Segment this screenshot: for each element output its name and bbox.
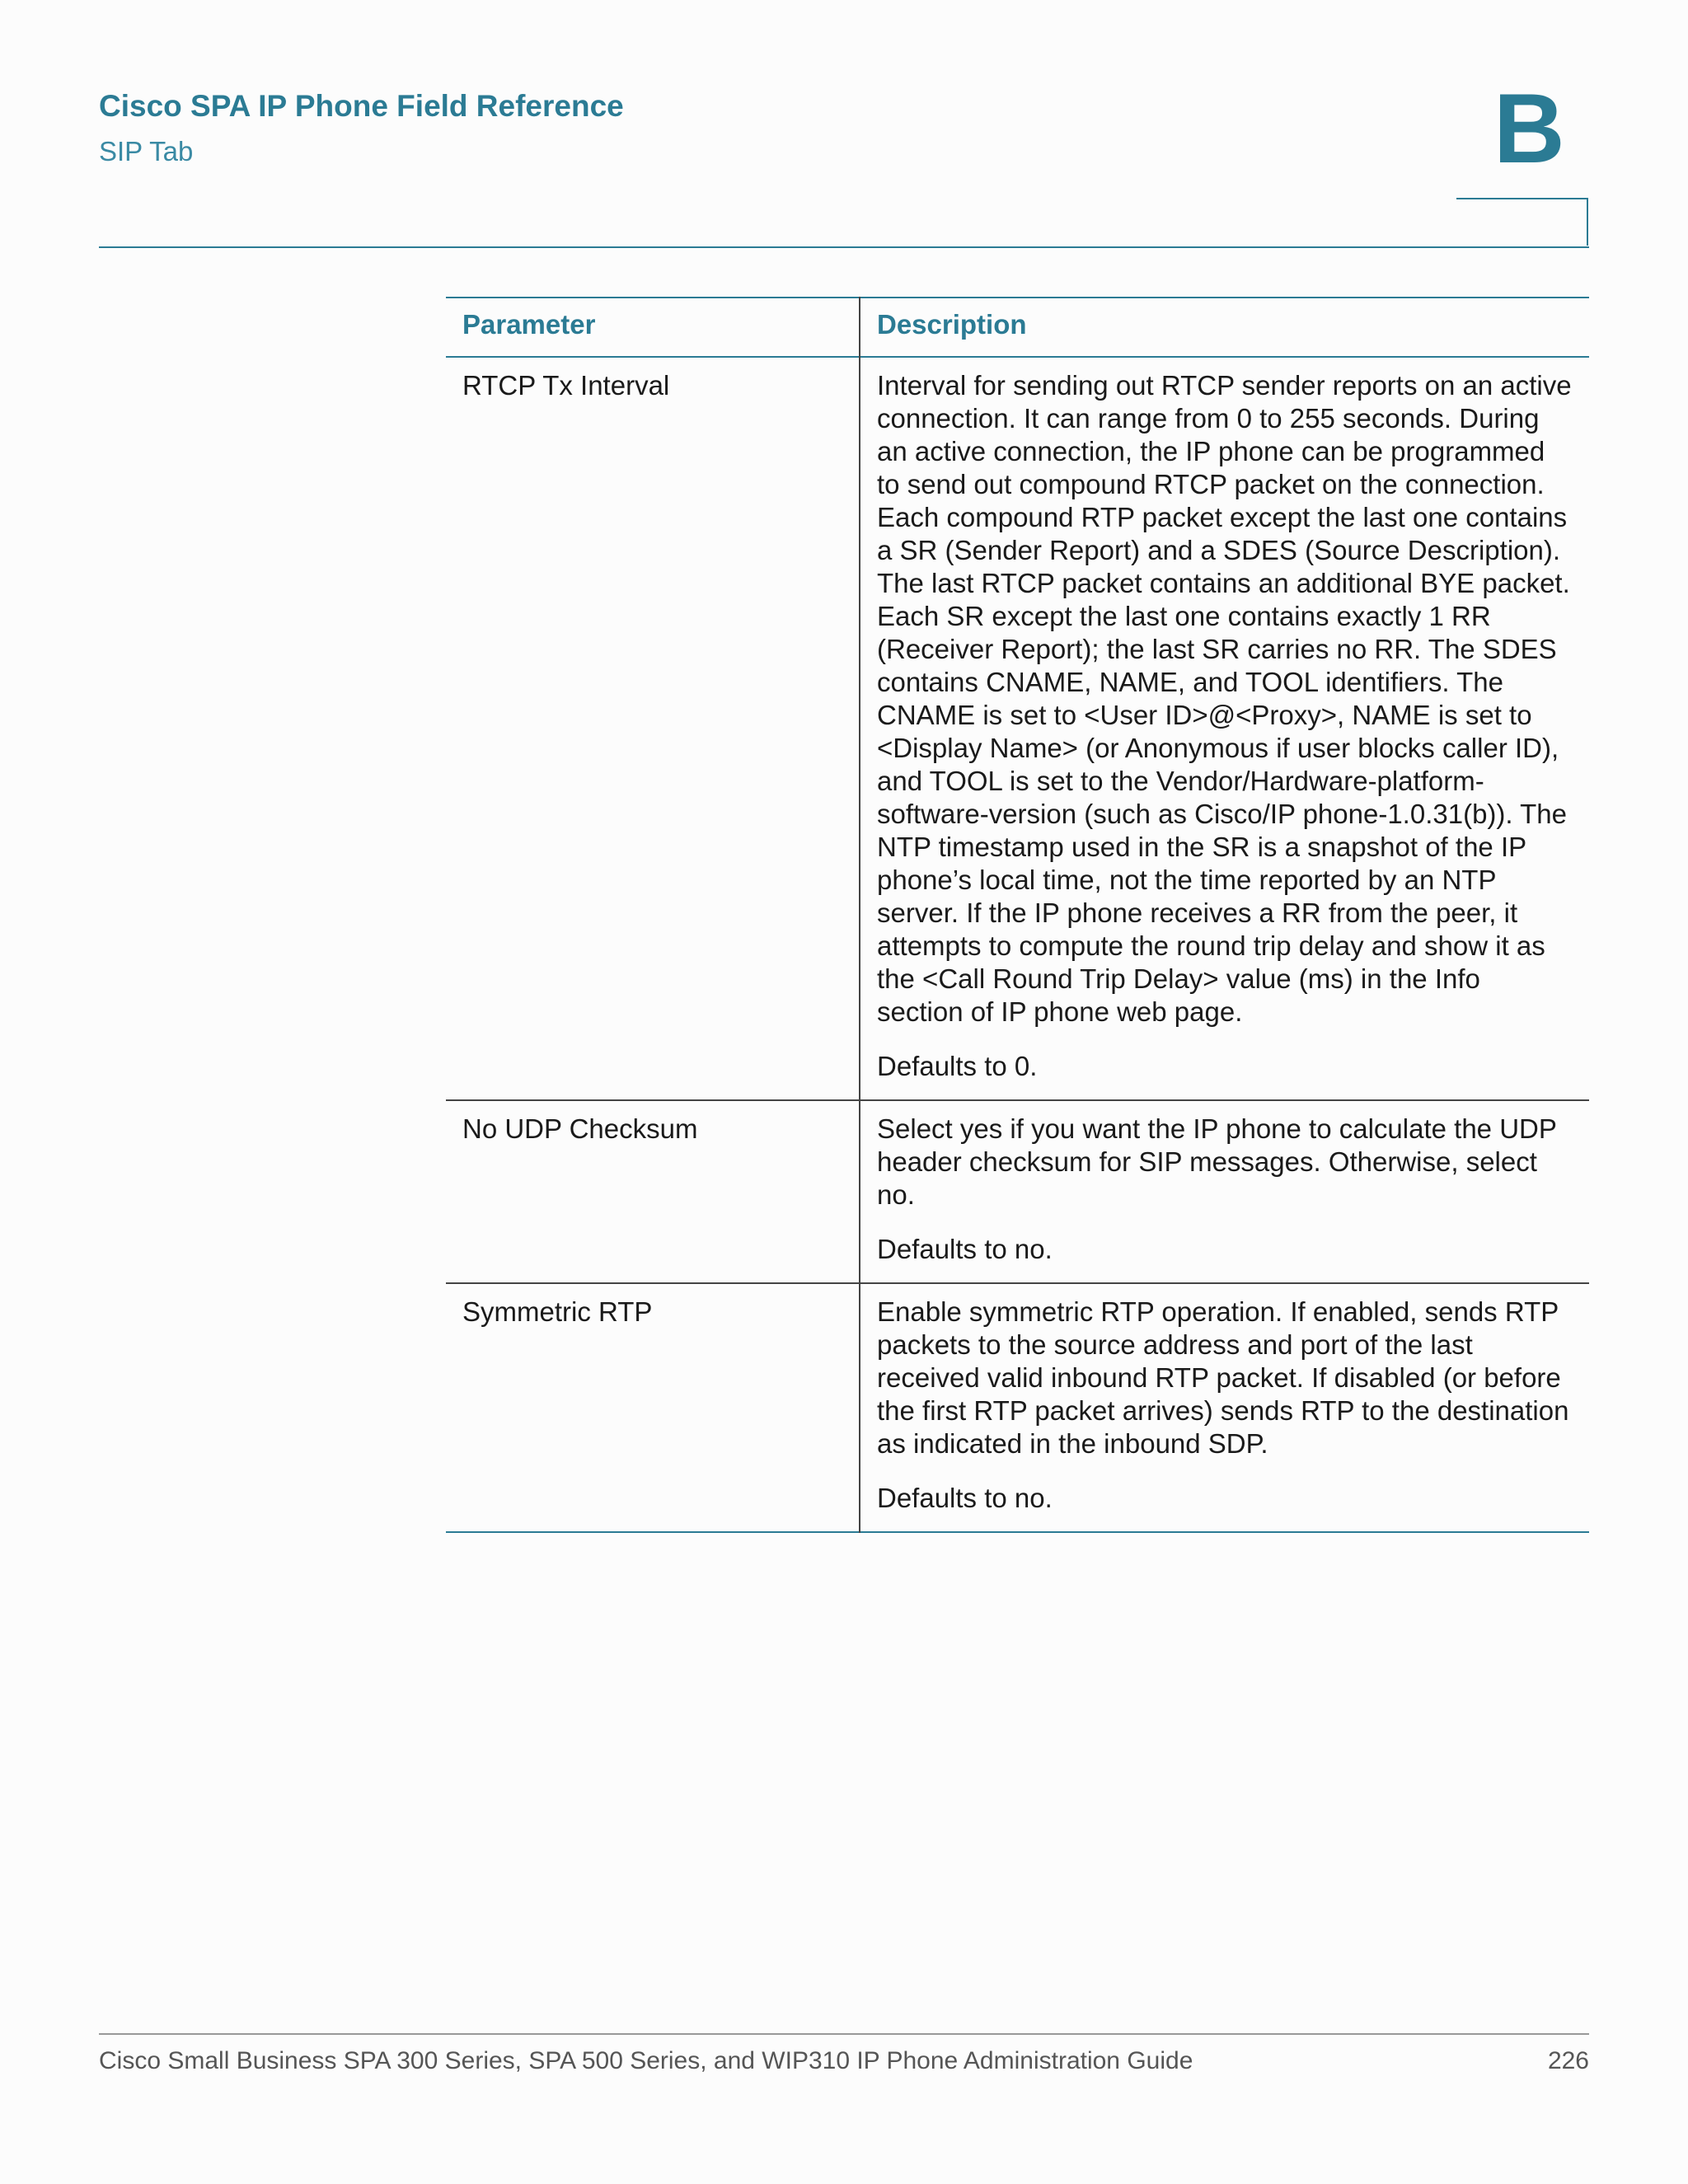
appendix-letter: B [1493, 73, 1565, 184]
footer-guide-title: Cisco Small Business SPA 300 Series, SPA 500 Series, and WIP310 IP Phone Administration Guide [99, 2047, 1193, 2074]
page-number: 226 [1547, 2047, 1589, 2074]
default-value-text: Defaults to no. [877, 1234, 1053, 1264]
table-row [446, 357, 1589, 1100]
description-text: Interval for sending out RTCP sender reports on an active connection. It can range from 0 to 255 seconds. During an active connection, the IP phone can be programmed to send out compound RTCP packet on the connection. Each compound RTP packet except the last one contains a SR (Sender Report) and a SDES (Source Description). The last RTCP packet contains an additional BYE packet. Each SR except the last one contains exactly 1 RR (Receiver Report); the last SR carries no RR. The SDES contains CNAME, NAME, and TOOL identifiers. The CNAME is set to <User ID>@<Proxy>, NAME is set to <Display Name> (or Anonymous if user blocks caller ID), and TOOL is set to the Vendor/Hardware-platform-software-version (such as Cisco/IP phone-1.0.31(b)). The NTP timestamp used in the SR is a snapshot of the IP phone’s local time, not the time reported by an NTP server. If the IP phone receives a RR from the peer, it attempts to compute the round trip delay and show it as the <Call Round Trip Delay> value (ms) in the Info section of IP phone web page. [877, 370, 1572, 1027]
field-reference-table [446, 297, 1589, 1533]
description-text: Select yes if you want the IP phone to calculate the UDP header checksum for SIP messages. Otherwise, select no. [877, 1113, 1557, 1210]
parameter-cell: No UDP Checksum [446, 1100, 860, 1283]
header-title: Cisco SPA IP Phone Field Reference [99, 89, 624, 123]
column-header-parameter: Parameter [446, 298, 860, 357]
description-cell [860, 1283, 1589, 1532]
header-subtitle: SIP Tab [99, 136, 194, 166]
appendix-tab-frame [1456, 198, 1588, 246]
parameter-cell: RTCP Tx Interval [446, 357, 860, 1100]
description-cell [860, 1100, 1589, 1283]
table-row [446, 1283, 1589, 1532]
footer-divider [99, 2033, 1589, 2035]
header-divider [99, 246, 1589, 248]
table-header-row [446, 298, 1589, 357]
description-cell [860, 357, 1589, 1100]
default-value-text: Defaults to no. [877, 1483, 1053, 1513]
default-value-text: Defaults to 0. [877, 1051, 1038, 1081]
parameter-cell: Symmetric RTP [446, 1283, 860, 1532]
description-text: Enable symmetric RTP operation. If enabled, sends RTP packets to the source address and port of the last received valid inbound RTP packet. If disabled (or before the first RTP packet arrives) sends RTP to the destination as indicated in the inbound SDP. [877, 1296, 1569, 1459]
column-header-description: Description [877, 309, 1027, 340]
table-row [446, 1100, 1589, 1283]
